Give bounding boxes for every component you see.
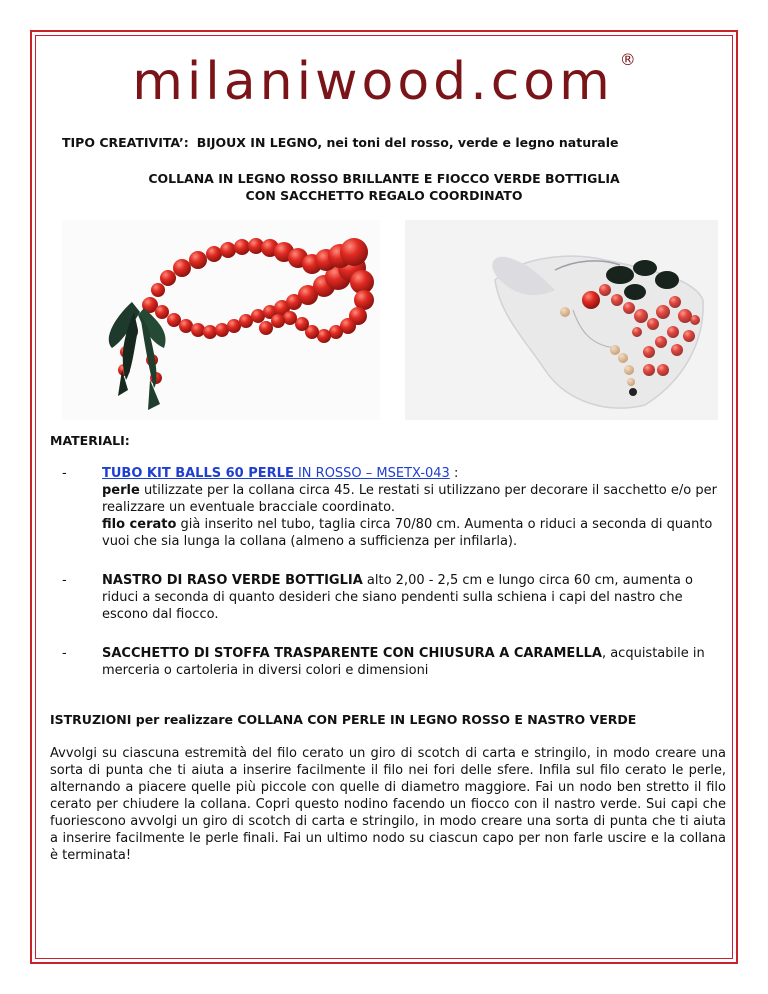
green-ribbon-bow <box>109 302 166 410</box>
red-bead <box>340 238 368 266</box>
material-ribbon <box>102 572 730 623</box>
headline-line-2: CON SACCHETTO REGALO COORDINATO <box>245 188 523 203</box>
bag-text: , acquistabile in merceria o cartoleria in diversi colori e dimensioni <box>102 646 705 678</box>
red-bead <box>671 344 683 356</box>
red-bead <box>678 309 692 323</box>
red-bead <box>271 314 285 328</box>
bag-label: SACCHETTO DI STOFFA TRASPARENTE CON CHIUSURA A CARAMELLA <box>102 646 602 661</box>
red-bead <box>251 309 265 323</box>
red-bead <box>599 284 611 296</box>
red-bead <box>611 294 623 306</box>
red-bead <box>160 270 176 286</box>
red-bead <box>354 290 374 310</box>
material-line-1 <box>102 465 730 482</box>
red-bead <box>632 327 642 337</box>
product-headline <box>0 170 768 204</box>
list-dash: - <box>62 646 67 661</box>
ribbon-label: NASTRO DI RASO VERDE BOTTIGLIA <box>102 573 363 588</box>
list-dash: - <box>62 573 67 588</box>
creativity-type-value: BIJOUX IN LEGNO, nei toni del rosso, verde e legno naturale <box>196 135 619 150</box>
red-bead <box>167 313 181 327</box>
thread-label: filo cerato <box>102 517 177 532</box>
headline-line-1: COLLANA IN LEGNO ROSSO BRILLANTE E FIOCCO VERDE BOTTIGLIA <box>148 171 620 186</box>
red-bead <box>669 296 681 308</box>
list-item <box>50 645 730 679</box>
brand-name: milaniwood.com <box>132 52 614 112</box>
red-bead <box>643 364 655 376</box>
red-bead <box>283 311 297 325</box>
creativity-type <box>62 135 618 150</box>
red-bead <box>155 305 169 319</box>
red-bead <box>657 364 669 376</box>
red-bead <box>151 283 165 297</box>
material-line-2 <box>102 482 730 516</box>
red-bead <box>227 319 241 333</box>
red-bead <box>234 239 250 255</box>
necklace-photo <box>62 220 380 420</box>
red-bead <box>643 346 655 358</box>
material-bag <box>102 645 730 679</box>
registered-mark: ® <box>619 49 636 69</box>
red-bead <box>239 314 253 328</box>
list-item <box>50 465 730 550</box>
red-bead <box>329 325 343 339</box>
thread-text: già inserito nel tubo, taglia circa 70/80 cm. Aumenta o riduci a seconda di quanto vuoi che sia lunga la collana (almeno a sufficienza per infilarla). <box>102 517 713 549</box>
red-bead <box>189 251 207 269</box>
red-bead <box>683 330 695 342</box>
red-bead <box>259 321 273 335</box>
red-bead <box>655 336 667 348</box>
list-item <box>50 572 730 623</box>
product-link[interactable] <box>102 466 450 481</box>
red-bead <box>179 319 193 333</box>
red-bead <box>203 325 217 339</box>
material-line-3 <box>102 516 730 550</box>
brand-logo <box>0 49 768 112</box>
materials-list <box>50 465 730 693</box>
red-bead <box>173 259 191 277</box>
red-bead <box>647 318 659 330</box>
red-bead <box>690 315 700 325</box>
red-bead <box>220 242 236 258</box>
creativity-type-label: TIPO CREATIVITA’: <box>62 135 189 150</box>
red-bead <box>317 329 331 343</box>
materials-title: MATERIALI: <box>50 433 130 448</box>
red-bead <box>623 302 635 314</box>
instructions-title: ISTRUZIONI per realizzare COLLANA CON PERLE IN LEGNO ROSSO E NASTRO VERDE <box>50 712 637 727</box>
red-bead <box>634 309 648 323</box>
instructions-body: Avvolgi su ciascuna estremità del filo cerato un giro di scotch di carta e stringilo, in modo creare una sorta di punta che ti aiuta a inserire facilmente il filo nei fori delle sfere. Infila sul filo cerato le perle, alternando a piacere quelle più piccole con quelle di diametro maggiore. Fai un nodo ben stretto il filo cerato per chiudere la collana. Copri questo nodino facendo un fiocco con il nastro verde. Sui capi che fuoriescono avvolgi un giro di scotch di carta e stringilo, in modo creare una sorta di punta che ti aiuta a inserire facilmente le perle finali. Fai un ultimo nodo su ciascun capo per non farle uscire e la collana è terminata! <box>50 746 726 863</box>
beads-text: utilizzate per la collana circa 45. Le restati si utilizzano per decorare il sacchetto e/o per realizzare un eventuale bracciale coordinato. <box>102 483 717 515</box>
ribbon-text: alto 2,00 - 2,5 cm e lungo circa 60 cm, aumenta o riduci a seconda di quanto desideri che siano pendenti sulla schiena i capi del nastro che escono dal fiocco. <box>102 573 693 622</box>
red-bead <box>215 323 229 337</box>
red-bead <box>191 323 205 337</box>
red-bead <box>667 326 679 338</box>
product-link-bold: TUBO KIT BALLS 60 PERLE <box>102 466 294 481</box>
list-dash: - <box>62 466 67 481</box>
after-link: : <box>449 466 459 481</box>
red-bead <box>295 317 309 331</box>
product-link-rest: IN ROSSO – MSETX-043 <box>293 466 450 481</box>
red-bead <box>656 305 670 319</box>
gift-bag-photo <box>405 220 718 420</box>
beads-label: perle <box>102 483 140 498</box>
red-bead <box>206 246 222 262</box>
